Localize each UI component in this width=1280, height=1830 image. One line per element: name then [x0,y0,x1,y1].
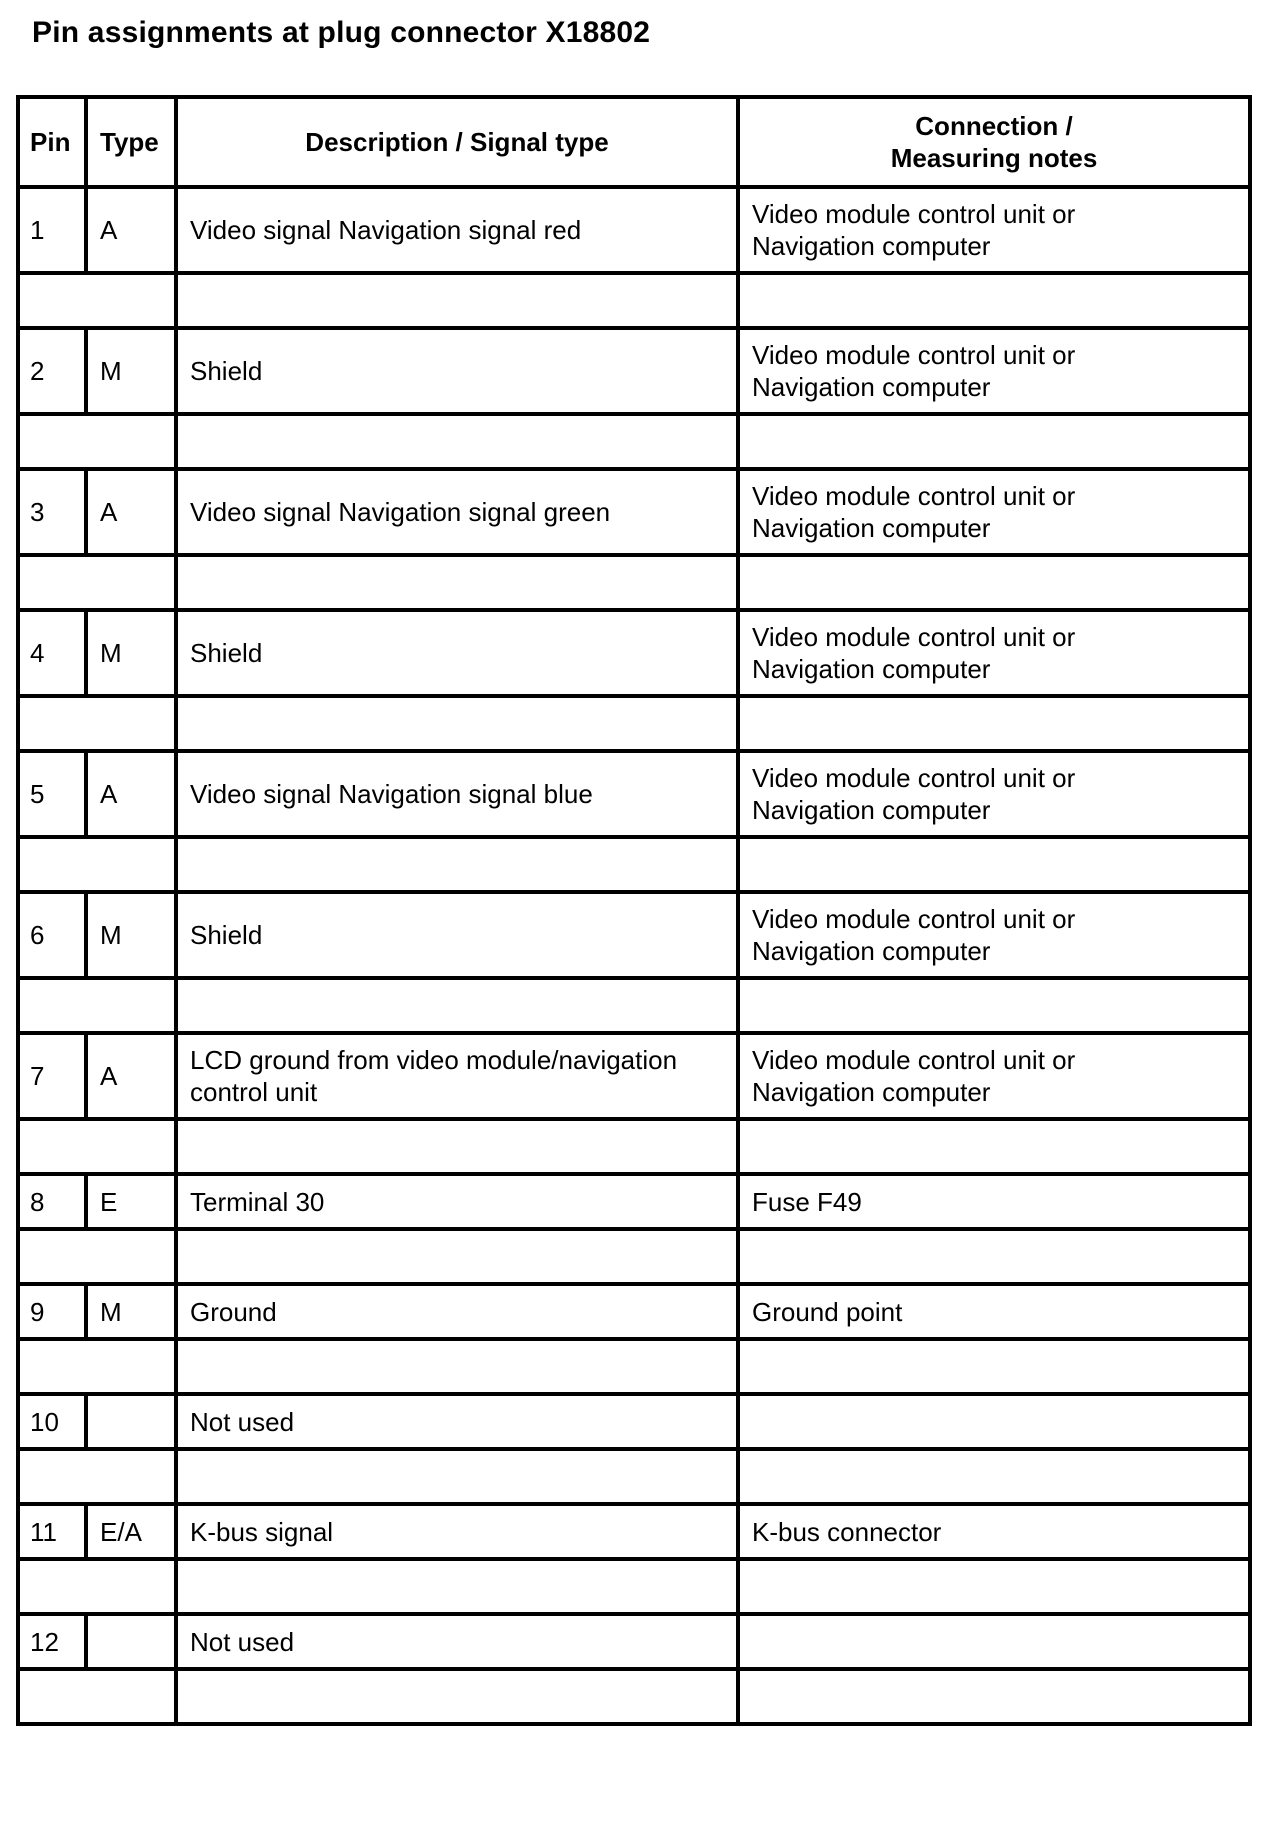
spacer-cell [18,1119,176,1174]
connection-cell [738,469,1250,555]
spacer-cell [18,1339,176,1394]
description-line: LCD ground from video module/navigation [190,1045,678,1075]
pin-assignment-table [16,95,1252,1726]
description-line: K-bus signal [190,1516,334,1547]
connection-line: Ground point [752,1296,903,1327]
connection-cell [738,1504,1250,1559]
description-cell [176,1504,738,1559]
spacer-cell [18,696,176,751]
description-cell [176,469,738,555]
description-line: Not used [190,1626,295,1657]
pin-cell: 6 [18,892,86,978]
description-line: Shield [190,920,263,950]
table-body [18,187,1250,1724]
connection-line: Video module control unit or [752,340,1076,370]
header-connection-line-1: Connection / [915,111,1073,141]
description-cell [176,328,738,414]
header-description: Description / Signal type [176,97,738,187]
connection-line: Video module control unit or [752,481,1076,511]
spacer-row [18,1119,1250,1174]
pin-cell: 7 [18,1033,86,1119]
page-title: Pin assignments at plug connector X18802 [32,16,651,49]
spacer-cell [738,978,1250,1033]
spacer-cell [738,273,1250,328]
description-cell [176,187,738,273]
connection-line: Navigation computer [752,231,991,261]
spacer-cell [18,414,176,469]
pin-cell: 4 [18,610,86,696]
spacer-cell [176,1669,738,1724]
spacer-row [18,1559,1250,1614]
table-row [18,328,1250,414]
pin-cell: 1 [18,187,86,273]
spacer-row [18,1339,1250,1394]
type-cell: M [86,610,176,696]
spacer-cell [176,273,738,328]
spacer-cell [18,1559,176,1614]
connection-cell [738,1174,1250,1229]
description-cell [176,1284,738,1339]
spacer-row [18,414,1250,469]
description-line: Ground [190,1296,277,1327]
connection-cell [738,328,1250,414]
spacer-cell [176,1119,738,1174]
connection-line: Navigation computer [752,1077,991,1107]
description-line: Video signal Navigation signal blue [190,779,593,809]
connection-line: K-bus connector [752,1516,942,1547]
spacer-cell [176,837,738,892]
description-cell [176,1614,738,1669]
description-line: Shield [190,638,263,668]
spacer-cell [176,696,738,751]
table-row [18,469,1250,555]
type-cell: M [86,328,176,414]
spacer-cell [738,696,1250,751]
connection-line: Video module control unit or [752,199,1076,229]
description-cell [176,610,738,696]
spacer-cell [738,1119,1250,1174]
header-connection-line-2: Measuring notes [890,143,1098,173]
description-line: Not used [190,1406,295,1437]
table-row [18,751,1250,837]
description-line: control unit [190,1077,318,1107]
connection-cell [738,610,1250,696]
type-cell: E/A [86,1504,176,1559]
spacer-cell [176,1339,738,1394]
connection-cell [738,892,1250,978]
pin-cell: 12 [18,1614,86,1669]
type-cell: A [86,469,176,555]
spacer-cell [18,555,176,610]
pin-cell: 9 [18,1284,86,1339]
connection-line: Video module control unit or [752,763,1076,793]
type-cell: E [86,1174,176,1229]
description-line: Terminal 30 [190,1186,325,1217]
spacer-cell [18,978,176,1033]
type-cell [86,1614,176,1669]
spacer-row [18,978,1250,1033]
type-cell [86,1394,176,1449]
description-cell [176,1394,738,1449]
connection-line: Navigation computer [752,654,991,684]
connection-cell [738,187,1250,273]
pin-cell: 2 [18,328,86,414]
table-row [18,1174,1250,1229]
description-cell [176,1033,738,1119]
connection-cell [738,1394,1250,1449]
connection-line: Navigation computer [752,513,991,543]
pin-cell: 8 [18,1174,86,1229]
type-cell: A [86,187,176,273]
pin-cell: 11 [18,1504,86,1559]
header-pin: Pin [18,97,86,187]
pin-cell: 10 [18,1394,86,1449]
type-cell: M [86,892,176,978]
spacer-cell [176,978,738,1033]
spacer-cell [18,1229,176,1284]
spacer-row [18,696,1250,751]
connection-cell [738,1033,1250,1119]
spacer-cell [738,1449,1250,1504]
pin-cell: 5 [18,751,86,837]
spacer-cell [738,555,1250,610]
spacer-cell [18,273,176,328]
spacer-cell [738,1339,1250,1394]
connection-line: Video module control unit or [752,1045,1076,1075]
connection-cell [738,1614,1250,1669]
table-row [18,1504,1250,1559]
description-cell [176,892,738,978]
spacer-row [18,1449,1250,1504]
spacer-cell [176,1229,738,1284]
spacer-cell [176,1559,738,1614]
table-row [18,610,1250,696]
connection-line: Navigation computer [752,372,991,402]
description-cell [176,1174,738,1229]
table-row [18,187,1250,273]
connection-cell [738,1284,1250,1339]
connection-line: Fuse F49 [752,1186,862,1217]
description-line: Video signal Navigation signal red [190,215,582,245]
type-cell: M [86,1284,176,1339]
description-cell [176,751,738,837]
spacer-cell [176,414,738,469]
type-cell: A [86,751,176,837]
table-row [18,1033,1250,1119]
table-header-row [18,97,1250,187]
spacer-row [18,1229,1250,1284]
spacer-row [18,273,1250,328]
spacer-cell [738,1229,1250,1284]
spacer-cell [176,555,738,610]
spacer-row [18,837,1250,892]
pin-cell: 3 [18,469,86,555]
header-connection [738,97,1250,187]
spacer-cell [176,1449,738,1504]
spacer-cell [738,414,1250,469]
type-cell: A [86,1033,176,1119]
description-line: Shield [190,356,263,386]
spacer-cell [18,1449,176,1504]
table-row [18,1614,1250,1669]
spacer-cell [18,1669,176,1724]
spacer-cell [18,837,176,892]
table-row [18,1284,1250,1339]
spacer-cell [738,1559,1250,1614]
connection-line: Video module control unit or [752,904,1076,934]
spacer-row [18,555,1250,610]
spacer-cell [738,837,1250,892]
connection-cell [738,751,1250,837]
spacer-cell [738,1669,1250,1724]
description-line: Video signal Navigation signal green [190,497,611,527]
table-row [18,1394,1250,1449]
connection-line: Video module control unit or [752,622,1076,652]
spacer-row [18,1669,1250,1724]
table-row [18,892,1250,978]
connection-line: Navigation computer [752,936,991,966]
connection-line: Navigation computer [752,795,991,825]
header-type: Type [86,97,176,187]
